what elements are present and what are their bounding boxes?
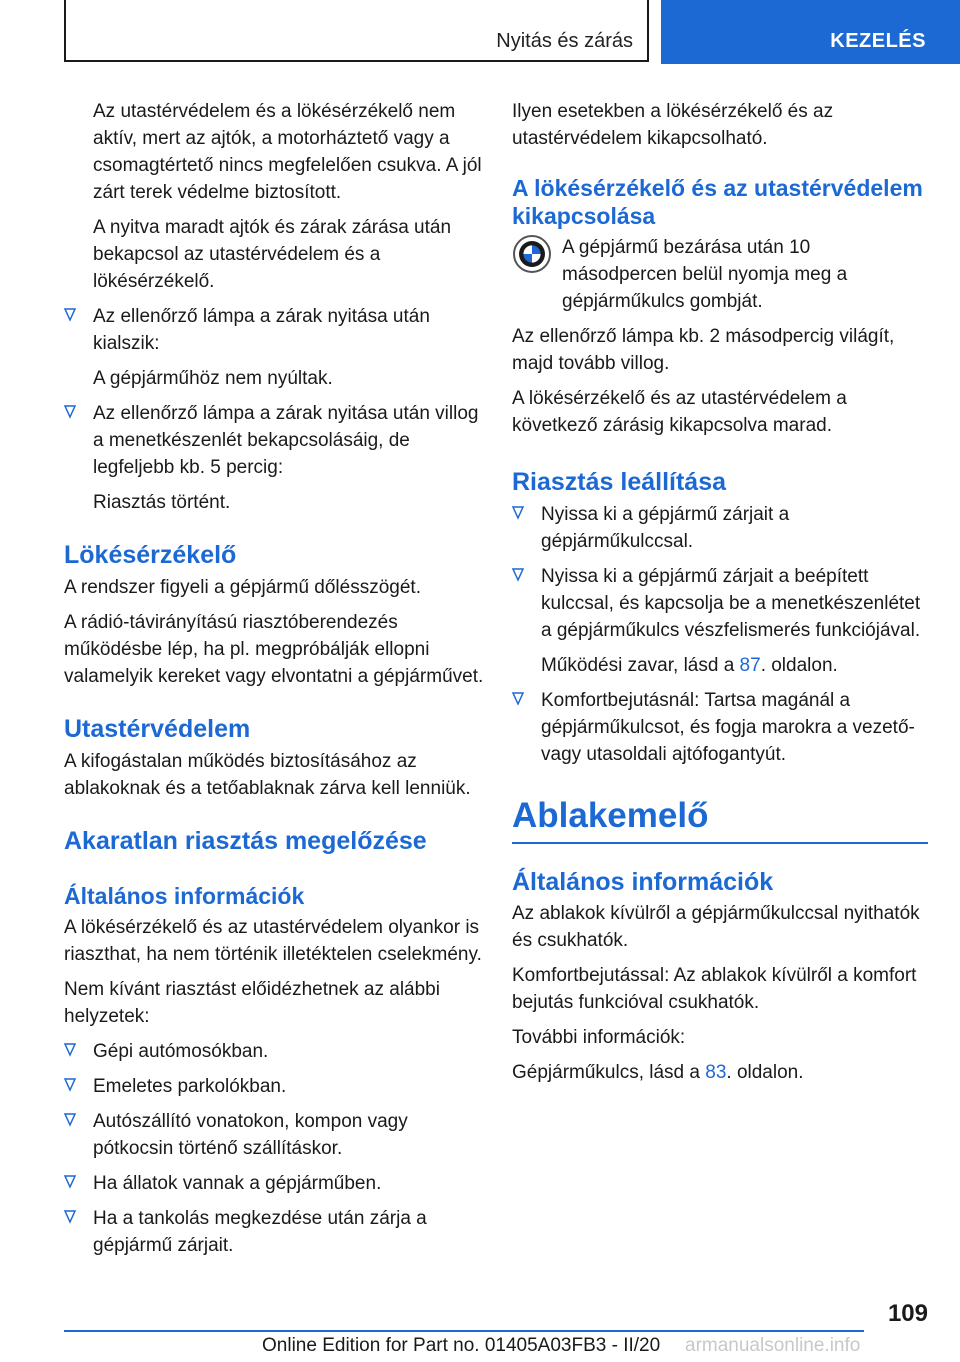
list-item-text: Nyissa ki a gépjármű zárjait a gépjárműkulccsal. (541, 504, 790, 552)
heading-utastervedelem: Utastérvédelem (64, 715, 251, 743)
text-run: . oldalon. (726, 1062, 804, 1083)
key-instruction (512, 234, 928, 315)
list-item-text: Gépi autómosókban. (93, 1041, 269, 1062)
triangle-bullet-icon (64, 308, 76, 322)
page-link-87[interactable]: 87 (739, 655, 761, 676)
list-item (64, 303, 484, 392)
section-title: Nyitás és zárás (496, 30, 633, 52)
page-header (0, 0, 960, 64)
page-link-83[interactable]: 83 (705, 1062, 727, 1083)
list-item-text: Ha a tankolás megkezdése után zárja a gépjármű zárjait. (93, 1208, 427, 1256)
text-run: Működési zavar, lásd a (541, 655, 740, 676)
list-item-text: Emeletes parkolókban. (93, 1076, 287, 1097)
right-column (512, 98, 928, 1094)
heading-akaratlan-riasztas: Akaratlan riasztás megelőzése (64, 827, 427, 855)
triangle-bullet-icon (64, 1043, 76, 1057)
triangle-bullet-icon (64, 1210, 76, 1224)
triangle-bullet-icon (512, 692, 524, 706)
watermark: armanualsonline.info (685, 1335, 861, 1356)
list-item-text: Autószállító vonatokon, kompon vagy pótkocsin történő szállításkor. (93, 1111, 408, 1159)
list-item (512, 687, 928, 768)
paragraph: Az ablakok kívülről a gépjárműkulccsal nyithatók és csukhatók. (512, 903, 920, 951)
heading-riasztas-leallitasa: Riasztás leállítása (512, 468, 727, 496)
heading-altalanos-informaciok: Általános információk (64, 883, 305, 909)
page-number: 109 (887, 1300, 928, 1327)
chapter-title: KEZELÉS (830, 30, 926, 52)
heading-kikapcsolas: A lökésérzékelő és az utastérvédelem kikapcsolása (512, 175, 923, 229)
list-item (64, 1108, 484, 1162)
list-item (512, 563, 928, 679)
paragraph: További információk: (512, 1027, 686, 1048)
list-item-text: Az ellenőrző lámpa a zárak nyitása után villog a menetkészenlét bekapcsolásáig, de legfeljebb kb. 5 percig: (93, 403, 479, 478)
paragraph: A nyitva maradt ajtók és zárak zárása után bekapcsol az utastérvédelem és a lökésérzékelő. (93, 217, 452, 292)
text-run: Gépjárműkulcs, lásd a (512, 1062, 706, 1083)
paragraph: A kifogástalan működés biztosításához az ablakoknak és a tetőablaknak zárva kell lenniük. (64, 751, 471, 799)
paragraph: Ilyen esetekben a lökésérzékelő és az utastérvédelem kikapcsolható. (512, 101, 834, 149)
triangle-bullet-icon (64, 1078, 76, 1092)
list-item-text: Nyissa ki a gépjármű zárjait a beépített kulccsal, és kapcsolja be a menetkészenlétet a gépjárműkulcs vészfelismerés funkciójával. (541, 566, 921, 641)
paragraph: A lökésérzékelő és az utastérvédelem a következő zárásig kikapcsolva marad. (512, 388, 847, 436)
list-item-text: Ha állatok vannak a gépjárműben. (93, 1173, 382, 1194)
paragraph: Nem kívánt riasztást előidézhetnek az alábbi helyzetek: (64, 979, 440, 1027)
paragraph: A rendszer figyeli a gépjármű dőlésszögét. (64, 577, 421, 598)
list-item (512, 501, 928, 555)
list-item-text: Komfortbejutásnál: Tartsa magánál a gépjárműkulcsot, és fogja marokra a vezető- vagy utasoldali ajtófogantyút. (541, 690, 915, 765)
heading-ablakemelo: Ablakemelő (512, 794, 928, 844)
paragraph: A rádió-távirányítású riasztóberendezés működésbe lép, ha pl. megpróbálják ellopni valamelyik kereket vagy elvontatni a gépjárművet. (64, 612, 484, 687)
list-item-subtext: Riasztás történt. (93, 492, 231, 513)
list-item (64, 1073, 484, 1100)
edition-text: Online Edition for Part no. 01405A03FB3 - II/20 (262, 1335, 661, 1356)
list-item (64, 1038, 484, 1065)
list-item (64, 1170, 484, 1197)
heading-lokeserzekelo: Lökésérzékelő (64, 541, 237, 569)
triangle-bullet-icon (512, 506, 524, 520)
list-item (64, 1205, 484, 1259)
paragraph (512, 1059, 928, 1086)
triangle-bullet-icon (64, 1113, 76, 1127)
paragraph: Az ellenőrző lámpa kb. 2 másodpercig világít, majd tovább villog. (512, 326, 895, 374)
chapter-tab (661, 0, 960, 64)
text-run: . oldalon. (760, 655, 838, 676)
left-column (64, 98, 484, 1267)
list-item-subtext: A gépjárműhöz nem nyúltak. (93, 368, 333, 389)
footer-divider (64, 1330, 864, 1332)
list-item-subtext (541, 652, 928, 679)
list-item-text: Az ellenőrző lámpa a zárak nyitása után kialszik: (93, 306, 430, 354)
paragraph: Az utastérvédelem és a lökésérzékelő nem aktív, mert az ajtók, a motorháztető vagy a csomagtértető nincs megfelelően csukva. A jól zárt terek védelme biztosított. (93, 101, 482, 203)
key-instruction-text: A gépjármű bezárása után 10 másodpercen belül nyomja meg a gépjárműkulcs gombját. (562, 237, 848, 312)
triangle-bullet-icon (512, 568, 524, 582)
list-item (64, 400, 484, 516)
bmw-key-icon (512, 234, 552, 274)
heading-altalanos-informaciok: Általános információk (512, 868, 774, 896)
triangle-bullet-icon (64, 1175, 76, 1189)
paragraph: Komfortbejutással: Az ablakok kívülről a komfort bejutás funkcióval csukhatók. (512, 965, 917, 1013)
triangle-bullet-icon (64, 405, 76, 419)
section-tab (64, 0, 649, 62)
paragraph: A lökésérzékelő és az utastérvédelem olyankor is riaszthat, ha nem történik illetéktelen cselekmény. (64, 917, 482, 965)
